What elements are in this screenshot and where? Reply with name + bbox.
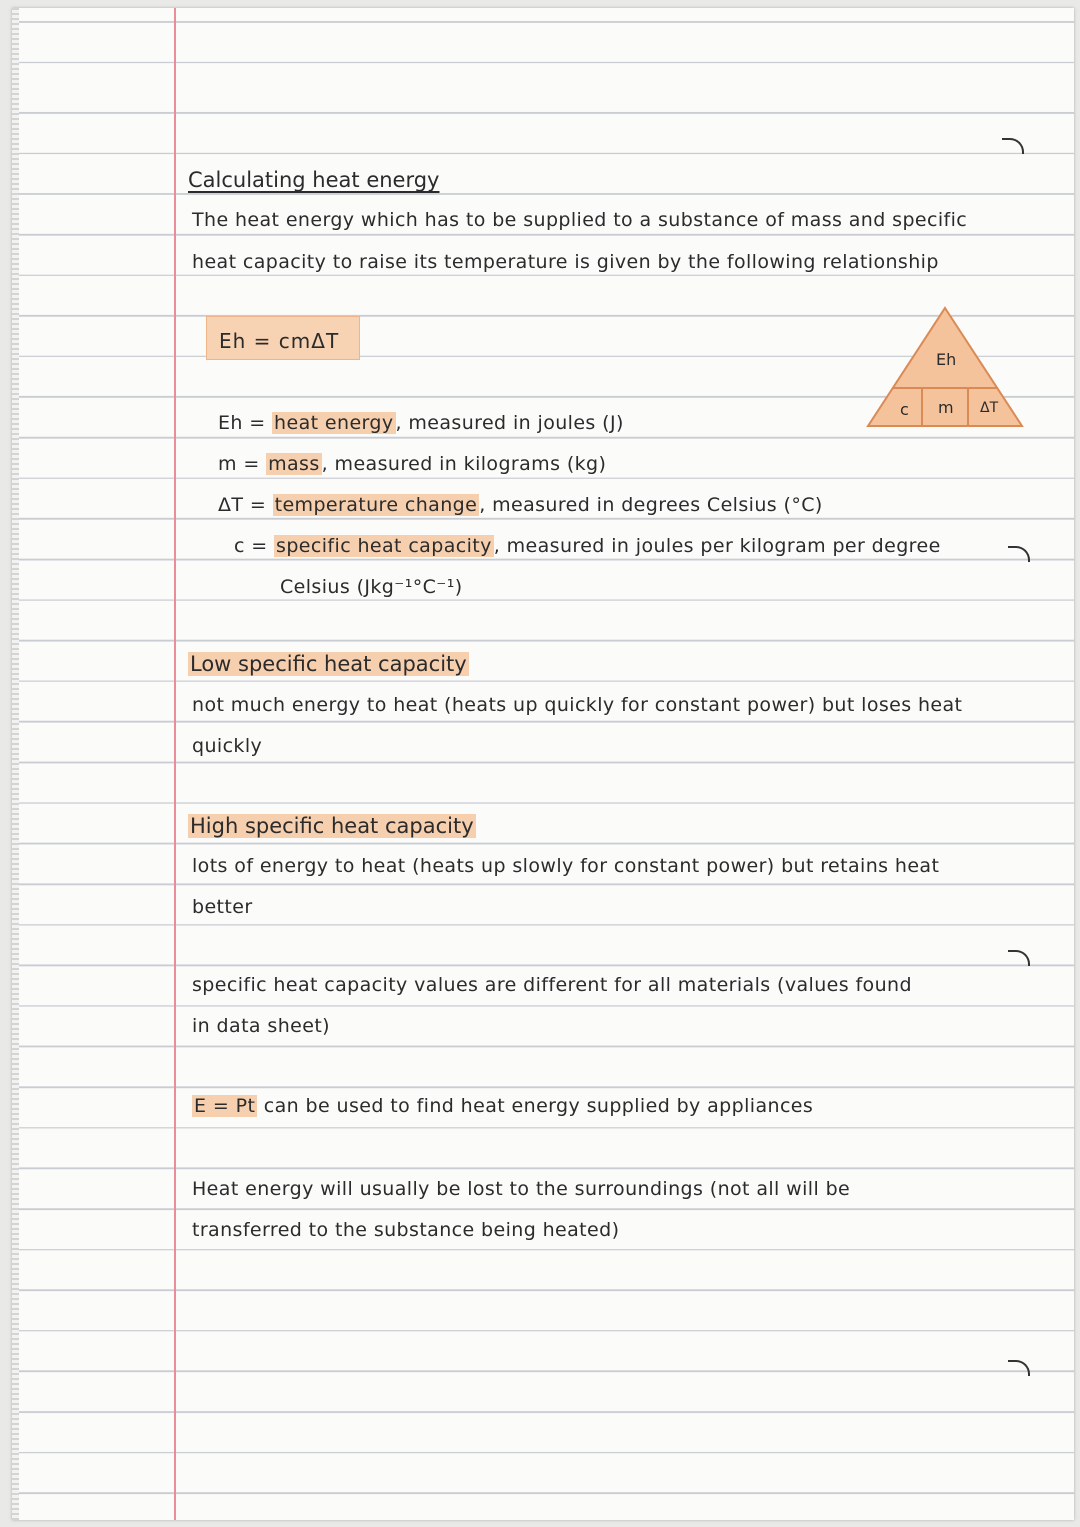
intro-line-1: The heat energy which has to be supplied to a substance of mass and specific: [192, 209, 968, 231]
definition-symbol: Eh =: [218, 412, 273, 434]
shc-values-line-1: specific heat capacity values are different for all materials (values found: [192, 974, 912, 996]
curl-mark: [1008, 1360, 1030, 1376]
loss-note-line-1: Heat energy will usually be lost to the surroundings (not all will be: [192, 1178, 851, 1200]
high-shc-line-1: lots of energy to heat (heats up slowly for constant power) but retains heat: [192, 855, 940, 877]
definition-symbol: c =: [234, 535, 275, 557]
low-shc-line-2: quickly: [192, 735, 263, 757]
low-shc-heading: [188, 654, 469, 675]
definition-continuation: Celsius (Jkg⁻¹°C⁻¹): [280, 576, 463, 598]
definition-row: [218, 496, 823, 515]
section-heading: Calculating heat energy: [188, 168, 440, 192]
intro-line-2: heat capacity to raise its temperature is given by the following relationship: [192, 251, 939, 273]
power-note: [192, 1097, 813, 1116]
definition-unit: , measured in kilograms (kg): [321, 453, 607, 475]
equation: Eh = cmΔT: [219, 329, 340, 353]
definition-row: [218, 455, 606, 474]
formula-triangle: [864, 304, 1026, 430]
high-shc-heading: [188, 816, 476, 837]
high-shc-line-2: better: [192, 896, 253, 918]
definition-term: mass: [268, 453, 320, 475]
margin-line: [174, 8, 176, 1520]
triangle-bottom-middle-label: m: [938, 398, 954, 417]
triangle-bottom-left-label: c: [900, 400, 909, 419]
definition-unit: , measured in joules (J): [395, 412, 624, 434]
equation-box: [206, 316, 360, 360]
triangle-top-label: Eh: [936, 350, 957, 369]
definition-term: heat energy: [274, 412, 394, 434]
power-note-text: can be used to find heat energy supplied by appliances: [263, 1095, 814, 1117]
curl-mark: [1002, 138, 1024, 154]
curl-mark: [1008, 546, 1030, 562]
definition-row: [234, 537, 941, 556]
power-formula: E = Pt: [194, 1095, 256, 1117]
triangle-bottom-right-label: ΔT: [980, 400, 999, 416]
shc-values-line-2: in data sheet): [192, 1015, 330, 1037]
definition-term: specific heat capacity: [276, 535, 492, 557]
loss-note-line-2: transferred to the substance being heated): [192, 1219, 620, 1241]
high-shc-heading-text: High specific heat capacity: [190, 814, 474, 838]
definition-unit: , measured in degrees Celsius (°C): [479, 494, 823, 516]
low-shc-heading-text: Low specific heat capacity: [190, 652, 467, 676]
definition-row: [218, 414, 624, 433]
definition-symbol: ΔT =: [218, 494, 273, 516]
low-shc-line-1: not much energy to heat (heats up quickly for constant power) but loses heat: [192, 694, 963, 716]
curl-mark: [1008, 950, 1030, 966]
spiral-binding-edge: [12, 8, 19, 1520]
definition-term: temperature change: [274, 494, 478, 516]
definition-unit: , measured in joules per kilogram per degree: [493, 535, 941, 557]
definition-symbol: m =: [218, 453, 267, 475]
notebook-page: [12, 8, 1074, 1520]
